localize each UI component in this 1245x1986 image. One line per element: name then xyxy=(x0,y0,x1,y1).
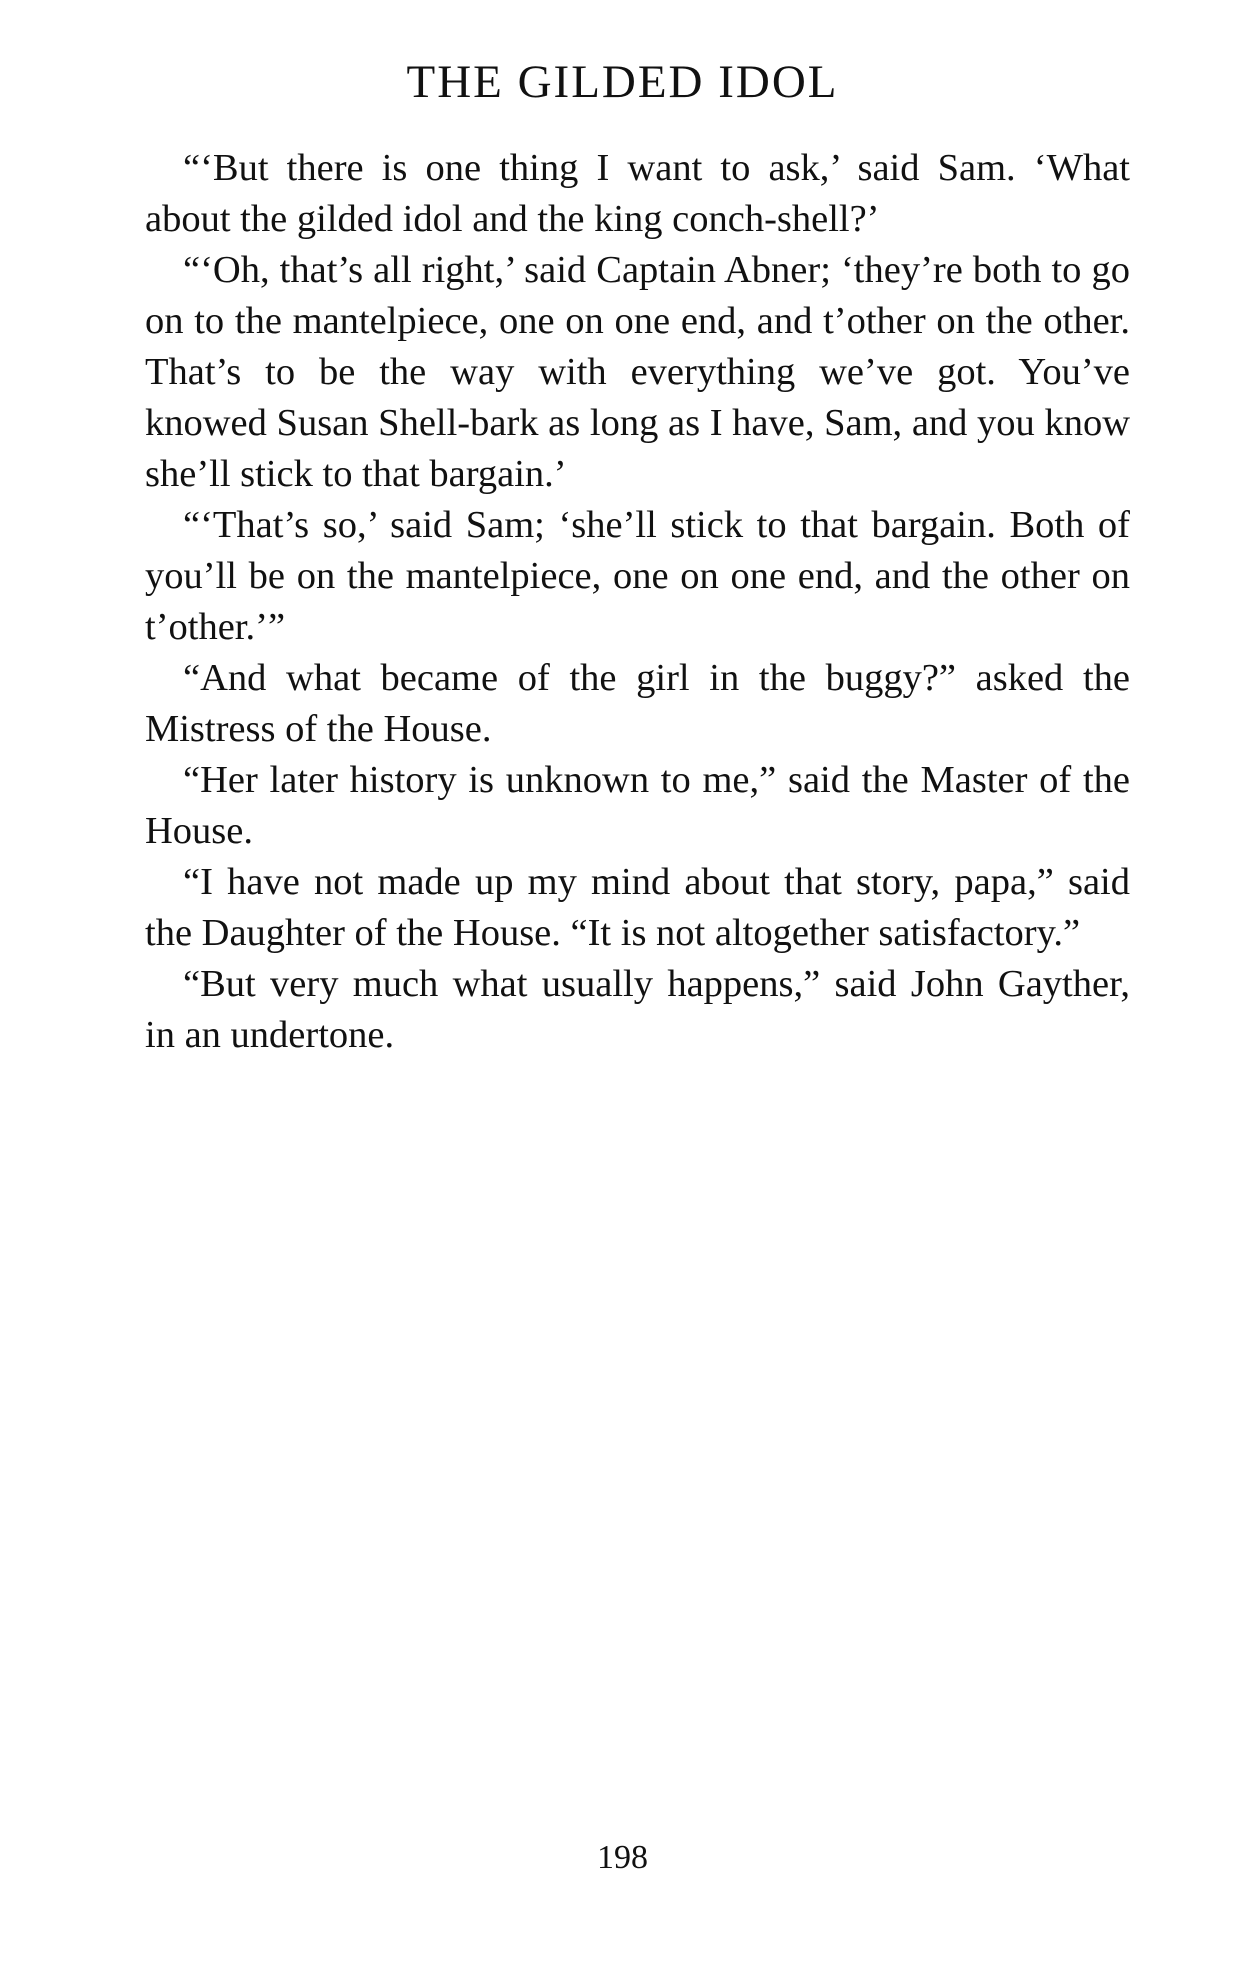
running-head: THE GILDED IDOL xyxy=(406,56,839,108)
paragraph: “But very much what usually happens,” said John Gayther, in an undertone. xyxy=(145,963,1130,1056)
paragraph: “‘Oh, that’s all right,’ said Captain Abner; ‘they’re both to go on to the mantelpiece, one on one end, and t’other on the other. That’s to be the way with everything we’ve got. You’ve knowed Susan Shell-bark as long as I have, Sam, and you know she’ll stick to that bargain.’ xyxy=(145,249,1130,495)
paragraph: “And what became of the girl in the buggy?” asked the Mistress of the House. xyxy=(145,657,1130,750)
paragraph: “I have not made up my mind about that story, papa,” said the Daughter of the House. “It is not altogether satisfactory.” xyxy=(145,861,1130,954)
paragraph: “‘That’s so,’ said Sam; ‘she’ll stick to that bargain. Both of you’ll be on the mantelpiece, one on one end, and the other on t’other.’” xyxy=(145,504,1130,648)
paragraph: “‘But there is one thing I want to ask,’ said Sam. ‘What about the gilded idol and the king conch-shell?’ xyxy=(145,147,1130,240)
page-number: 198 xyxy=(597,1839,648,1876)
paragraph: “Her later history is unknown to me,” said the Master of the House. xyxy=(145,759,1130,852)
body-text xyxy=(145,143,1130,1061)
